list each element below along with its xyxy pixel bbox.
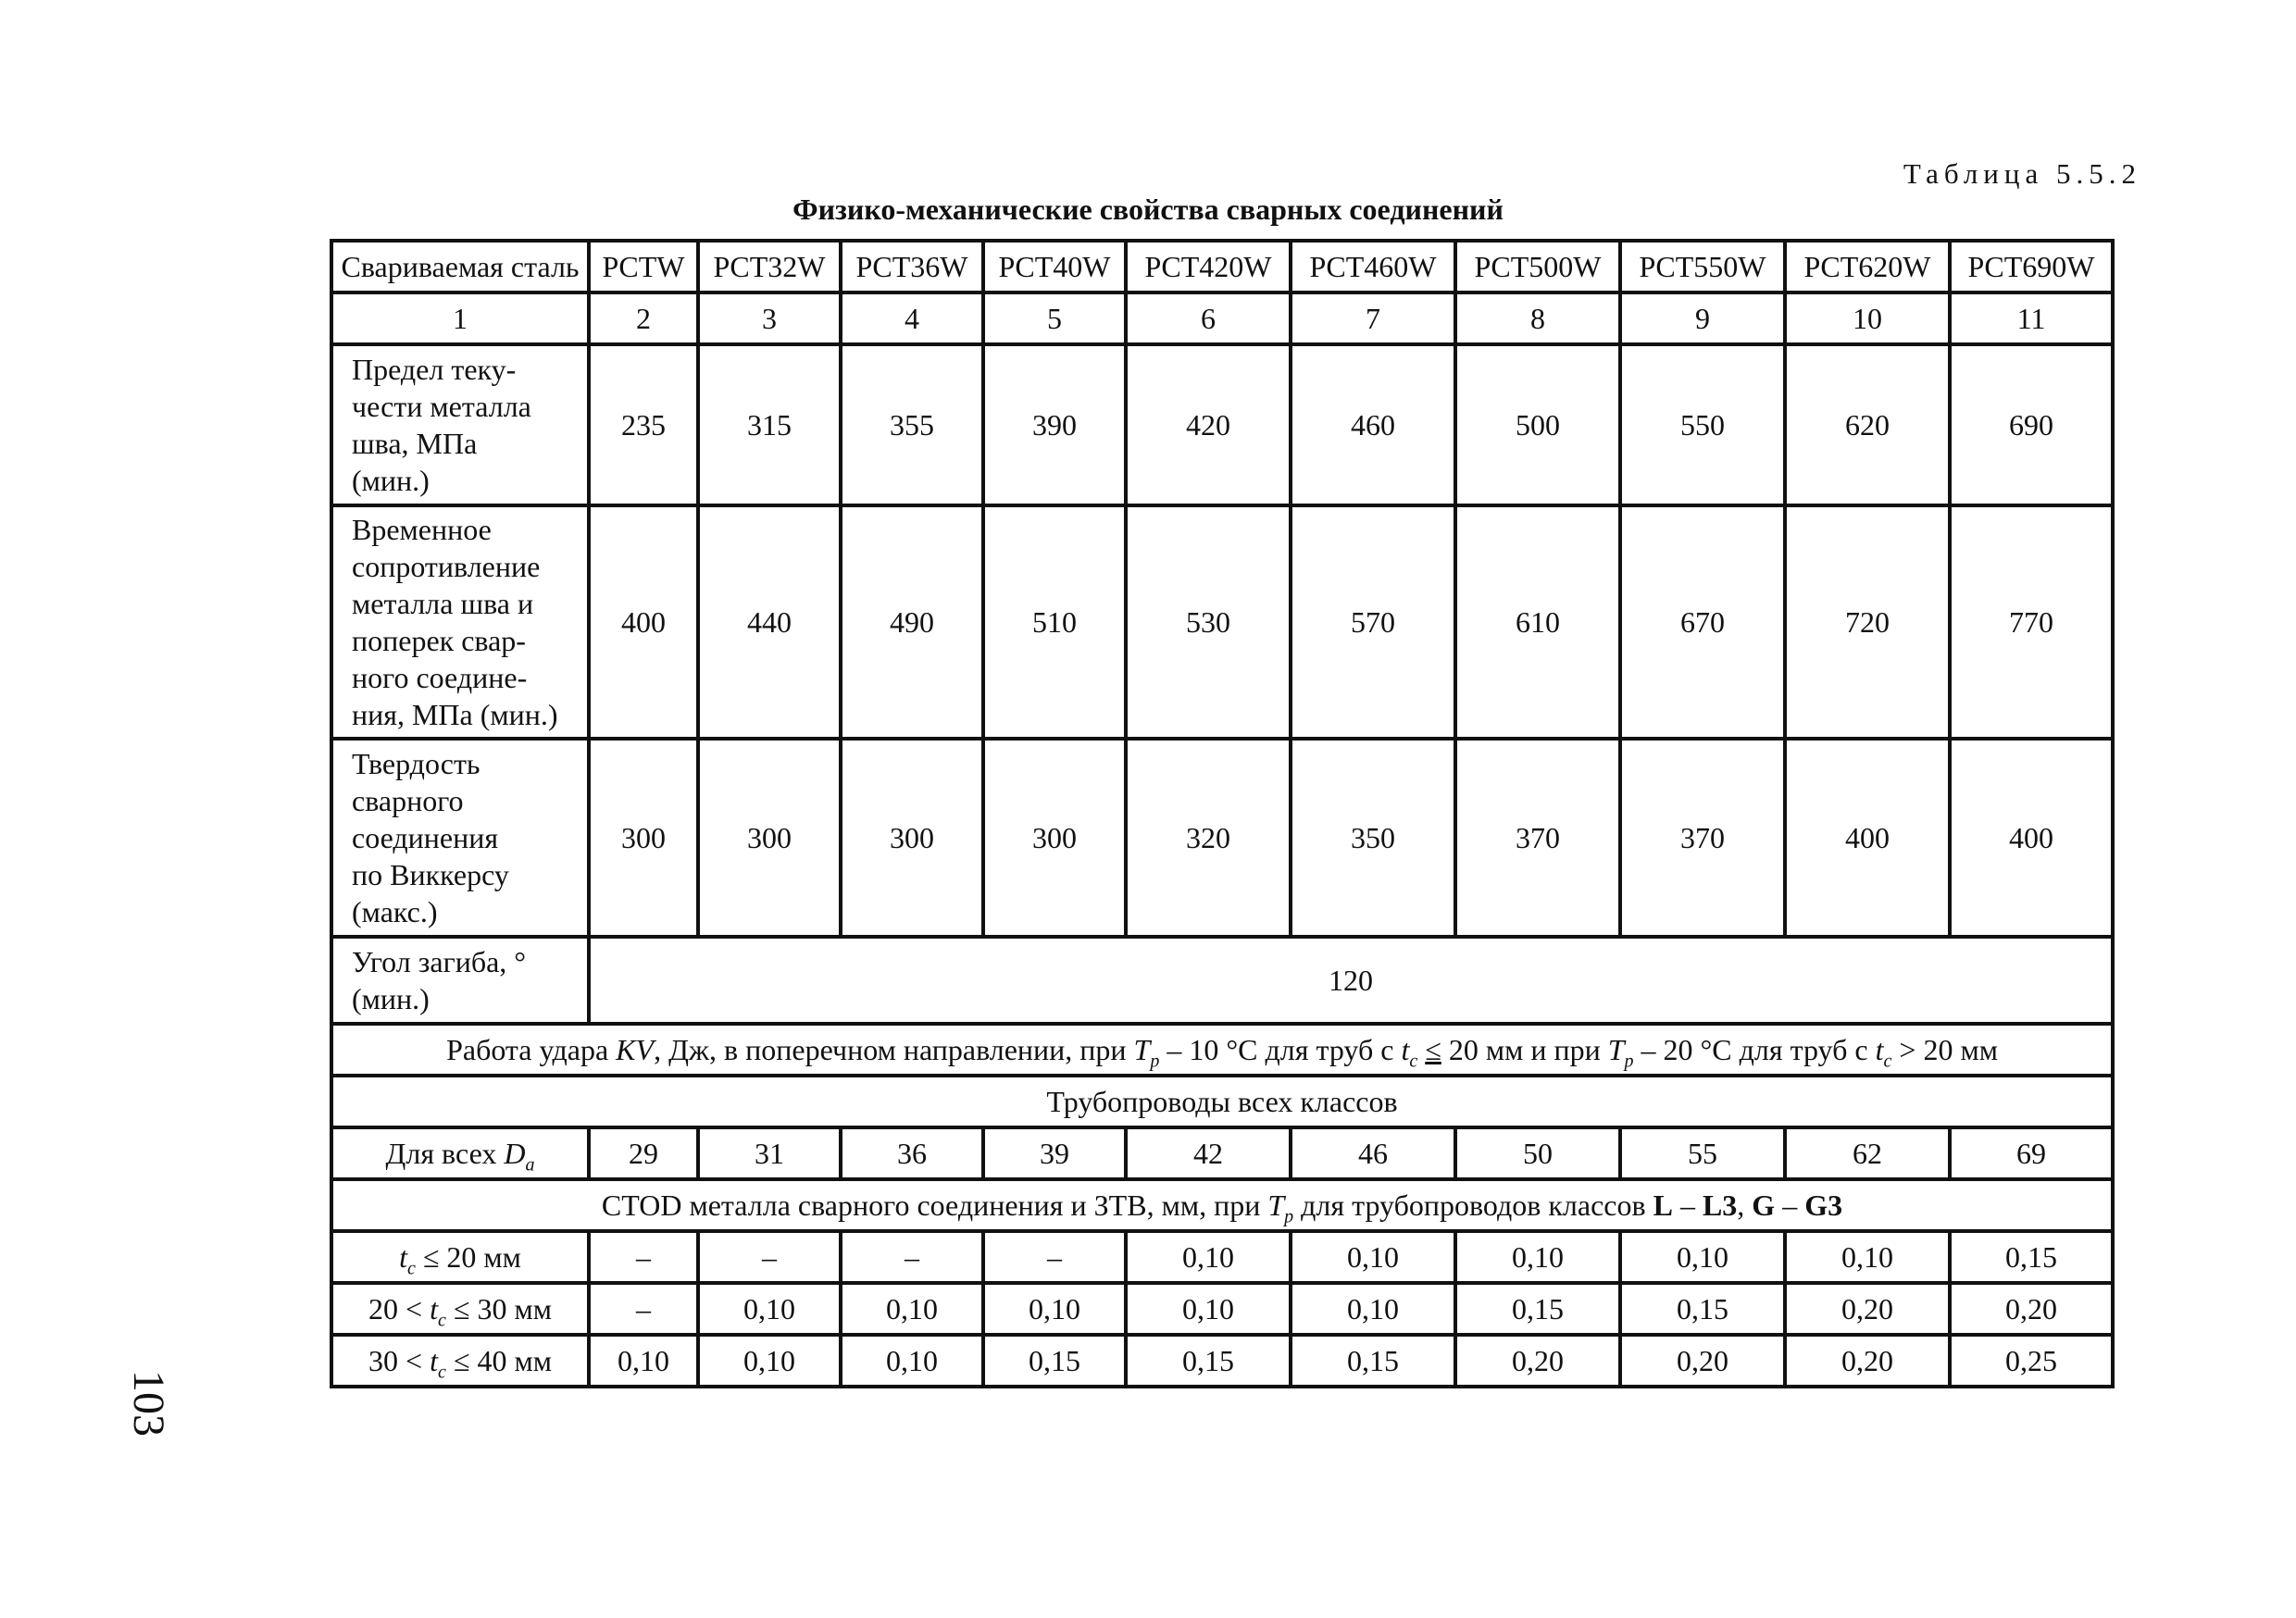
impact-value: 39 xyxy=(983,1127,1126,1179)
hardness-label xyxy=(331,739,589,937)
impact-value: 55 xyxy=(1620,1127,1785,1179)
tensile-label-line: металла шва и xyxy=(352,587,534,620)
class-L3: L3 xyxy=(1702,1189,1738,1222)
tp-subscript: p xyxy=(1284,1206,1294,1227)
tensile-value: 440 xyxy=(698,505,841,739)
tc-subscript: c xyxy=(437,1310,446,1331)
ctod-row-pre: 30 < xyxy=(368,1344,430,1377)
ctod-value: 0,10 xyxy=(1291,1231,1455,1283)
impact-text: 20 мм и при xyxy=(1441,1033,1608,1066)
impact-value: 69 xyxy=(1950,1127,2113,1179)
yield-row xyxy=(331,344,2113,505)
table-title: Физико-механические свойства сварных соединений xyxy=(792,193,1504,226)
ctod-value: 0,15 xyxy=(1455,1283,1620,1335)
bend-label-line: Угол загиба, ° xyxy=(352,945,527,978)
impact-text: – 10 °C для труб с xyxy=(1159,1033,1402,1066)
da-subscript: a xyxy=(525,1154,535,1176)
impact-value: 36 xyxy=(841,1127,983,1179)
impact-text: – 20 °C для труб с xyxy=(1633,1033,1876,1066)
header-steel-grade: PCT690W xyxy=(1950,241,2113,292)
da-symbol: D xyxy=(504,1137,526,1170)
ctod-row xyxy=(331,1283,2113,1335)
yield-label-line: Предел теку- xyxy=(352,353,517,386)
hardness-value: 300 xyxy=(983,739,1126,937)
impact-subheading: Трубопроводы всех классов xyxy=(331,1076,2113,1127)
column-number: 9 xyxy=(1620,292,1785,344)
yield-label-line: чести металла xyxy=(352,390,531,423)
tensile-value: 530 xyxy=(1126,505,1291,739)
impact-heading xyxy=(331,1024,2113,1076)
tensile-label-line: ния, МПа (мин.) xyxy=(352,698,558,731)
ctod-value: 0,10 xyxy=(841,1283,983,1335)
ctod-value: 0,20 xyxy=(1785,1335,1950,1387)
yield-value: 500 xyxy=(1455,344,1620,505)
bend-value: 120 xyxy=(589,937,2113,1024)
hardness-value: 300 xyxy=(589,739,698,937)
header-steel-grade: PCT500W xyxy=(1455,241,1620,292)
impact-text: Работа удара xyxy=(446,1033,617,1066)
ctod-value: – xyxy=(698,1231,841,1283)
ctod-value: 0,10 xyxy=(1785,1231,1950,1283)
le-symbol: ≤ xyxy=(1425,1033,1441,1066)
yield-label xyxy=(331,344,589,505)
impact-values-row xyxy=(331,1127,2113,1179)
yield-label-line: (мин.) xyxy=(352,464,430,497)
column-number: 2 xyxy=(589,292,698,344)
tc-symbol: t xyxy=(1875,1033,1884,1066)
hardness-row xyxy=(331,739,2113,937)
yield-value: 235 xyxy=(589,344,698,505)
yield-value: 460 xyxy=(1291,344,1455,505)
ctod-text: CTOD металла сварного соединения и ЗТВ, мм, при xyxy=(601,1189,1268,1222)
tensile-value: 490 xyxy=(841,505,983,739)
tc-symbol: t xyxy=(430,1344,438,1377)
impact-value: 46 xyxy=(1291,1127,1455,1179)
impact-row-label xyxy=(331,1127,589,1179)
ctod-heading xyxy=(331,1179,2113,1231)
ctod-value: 0,10 xyxy=(698,1335,841,1387)
tp-symbol: T xyxy=(1607,1033,1625,1066)
comma: , xyxy=(1737,1189,1753,1222)
hardness-value: 370 xyxy=(1620,739,1785,937)
ctod-row xyxy=(331,1231,2113,1283)
tensile-label-line: сопротивление xyxy=(352,550,541,583)
column-number-row xyxy=(331,292,2113,344)
class-G3: G3 xyxy=(1804,1189,1843,1222)
header-steel-grade: PCT460W xyxy=(1291,241,1455,292)
hardness-label-line: по Виккерсу xyxy=(352,858,509,891)
ctod-value: 0,20 xyxy=(1950,1283,2113,1335)
hardness-value: 400 xyxy=(1950,739,2113,937)
tp-subscript: p xyxy=(1624,1051,1634,1072)
tensile-label-line: Временное xyxy=(352,513,492,546)
ctod-value: – xyxy=(589,1231,698,1283)
tensile-label xyxy=(331,505,589,739)
kv-symbol: KV xyxy=(616,1033,655,1066)
tc-symbol: t xyxy=(1401,1033,1410,1066)
header-steel-grade: PCT550W xyxy=(1620,241,1785,292)
impact-value: 50 xyxy=(1455,1127,1620,1179)
column-number: 8 xyxy=(1455,292,1620,344)
impact-value: 62 xyxy=(1785,1127,1950,1179)
tensile-value: 670 xyxy=(1620,505,1785,739)
yield-value: 550 xyxy=(1620,344,1785,505)
impact-row-label-text: Для всех xyxy=(385,1137,505,1170)
tensile-row xyxy=(331,505,2113,739)
ctod-heading-row xyxy=(331,1179,2113,1231)
ctod-value: 0,10 xyxy=(698,1283,841,1335)
hardness-label-line: соединения xyxy=(352,821,499,854)
column-number: 5 xyxy=(983,292,1126,344)
ctod-value: 0,20 xyxy=(1455,1335,1620,1387)
ctod-row-label xyxy=(331,1231,589,1283)
column-number: 3 xyxy=(698,292,841,344)
hardness-value: 370 xyxy=(1455,739,1620,937)
yield-value: 690 xyxy=(1950,344,2113,505)
hardness-value: 350 xyxy=(1291,739,1455,937)
bend-row xyxy=(331,937,2113,1024)
hardness-value: 300 xyxy=(841,739,983,937)
column-number: 1 xyxy=(331,292,589,344)
hardness-value: 300 xyxy=(698,739,841,937)
ctod-value: 0,10 xyxy=(841,1335,983,1387)
column-number: 7 xyxy=(1291,292,1455,344)
ctod-value: 0,10 xyxy=(983,1283,1126,1335)
header-steel-grade: PCT420W xyxy=(1126,241,1291,292)
tensile-value: 610 xyxy=(1455,505,1620,739)
ctod-value: 0,25 xyxy=(1950,1335,2113,1387)
header-steel-grade: PCT32W xyxy=(698,241,841,292)
bend-label-line: (мин.) xyxy=(352,982,430,1015)
tc-symbol: t xyxy=(399,1240,407,1274)
ctod-value: 0,10 xyxy=(1455,1231,1620,1283)
bend-label xyxy=(331,937,589,1024)
header-steel-grade: PCT40W xyxy=(983,241,1126,292)
ctod-value: 0,10 xyxy=(1126,1283,1291,1335)
tensile-value: 400 xyxy=(589,505,698,739)
header-row xyxy=(331,241,2113,292)
hardness-label-line: Твердость xyxy=(352,747,480,780)
hardness-label-line: сварного xyxy=(352,784,464,817)
ctod-value: 0,20 xyxy=(1785,1283,1950,1335)
tc-subscript: c xyxy=(437,1362,446,1383)
ctod-value: 0,20 xyxy=(1620,1335,1785,1387)
class-L: L xyxy=(1653,1189,1673,1222)
ctod-row-post: ≤ 20 мм xyxy=(415,1240,521,1274)
impact-value: 29 xyxy=(589,1127,698,1179)
impact-value: 42 xyxy=(1126,1127,1291,1179)
tc-symbol: t xyxy=(430,1292,438,1326)
yield-value: 420 xyxy=(1126,344,1291,505)
header-steel-grade: PCTW xyxy=(589,241,698,292)
ctod-value: 0,10 xyxy=(1126,1231,1291,1283)
ctod-value: – xyxy=(983,1231,1126,1283)
column-number: 11 xyxy=(1950,292,2113,344)
table-label: Таблица 5.5.2 xyxy=(1903,157,2141,190)
dash: – xyxy=(1775,1189,1805,1222)
dash: – xyxy=(1672,1189,1703,1222)
impact-text: > 20 мм xyxy=(1891,1033,1998,1066)
ctod-value: 0,15 xyxy=(983,1335,1126,1387)
header-steel-label: Свариваемая сталь xyxy=(331,241,589,292)
tp-symbol: T xyxy=(1133,1033,1151,1066)
hardness-value: 320 xyxy=(1126,739,1291,937)
tp-symbol: T xyxy=(1267,1189,1285,1222)
tc-subscript: c xyxy=(1409,1051,1418,1072)
impact-subheading-row xyxy=(331,1076,2113,1127)
tensile-value: 570 xyxy=(1291,505,1455,739)
yield-value: 315 xyxy=(698,344,841,505)
ctod-row xyxy=(331,1335,2113,1387)
impact-heading-row xyxy=(331,1024,2113,1076)
ctod-value: – xyxy=(589,1283,698,1335)
header-steel-grade: PCT620W xyxy=(1785,241,1950,292)
ctod-row-pre: 20 < xyxy=(368,1292,430,1326)
impact-value: 31 xyxy=(698,1127,841,1179)
yield-value: 620 xyxy=(1785,344,1950,505)
hardness-label-line: (макс.) xyxy=(352,895,438,928)
header-steel-grade: PCT36W xyxy=(841,241,983,292)
ctod-row-post: ≤ 40 мм xyxy=(445,1344,552,1377)
ctod-row-label xyxy=(331,1283,589,1335)
hardness-value: 400 xyxy=(1785,739,1950,937)
impact-text: , Дж, в поперечном направлении, при xyxy=(654,1033,1134,1066)
ctod-text: для трубопроводов классов xyxy=(1293,1189,1653,1222)
ctod-value: 0,15 xyxy=(1126,1335,1291,1387)
tc-subscript: c xyxy=(1883,1051,1892,1072)
column-number: 6 xyxy=(1126,292,1291,344)
ctod-row-label xyxy=(331,1335,589,1387)
properties-table xyxy=(330,239,2115,1388)
ctod-row-post: ≤ 30 мм xyxy=(445,1292,552,1326)
ctod-value: 0,10 xyxy=(589,1335,698,1387)
ctod-value: 0,10 xyxy=(1291,1283,1455,1335)
tensile-value: 770 xyxy=(1950,505,2113,739)
tensile-label-line: ного соедине- xyxy=(352,661,528,694)
tensile-value: 510 xyxy=(983,505,1126,739)
tp-subscript: p xyxy=(1150,1051,1160,1072)
tensile-label-line: поперек свар- xyxy=(352,624,526,657)
yield-label-line: шва, МПа xyxy=(352,427,478,460)
yield-value: 390 xyxy=(983,344,1126,505)
class-G: G xyxy=(1752,1189,1776,1222)
column-number: 10 xyxy=(1785,292,1950,344)
tc-subscript: c xyxy=(406,1258,416,1279)
tensile-value: 720 xyxy=(1785,505,1950,739)
ctod-value: 0,15 xyxy=(1291,1335,1455,1387)
yield-value: 355 xyxy=(841,344,983,505)
page-number: 103 xyxy=(124,1370,173,1437)
ctod-value: 0,15 xyxy=(1950,1231,2113,1283)
column-number: 4 xyxy=(841,292,983,344)
ctod-value: 0,10 xyxy=(1620,1231,1785,1283)
ctod-value: – xyxy=(841,1231,983,1283)
ctod-value: 0,15 xyxy=(1620,1283,1785,1335)
